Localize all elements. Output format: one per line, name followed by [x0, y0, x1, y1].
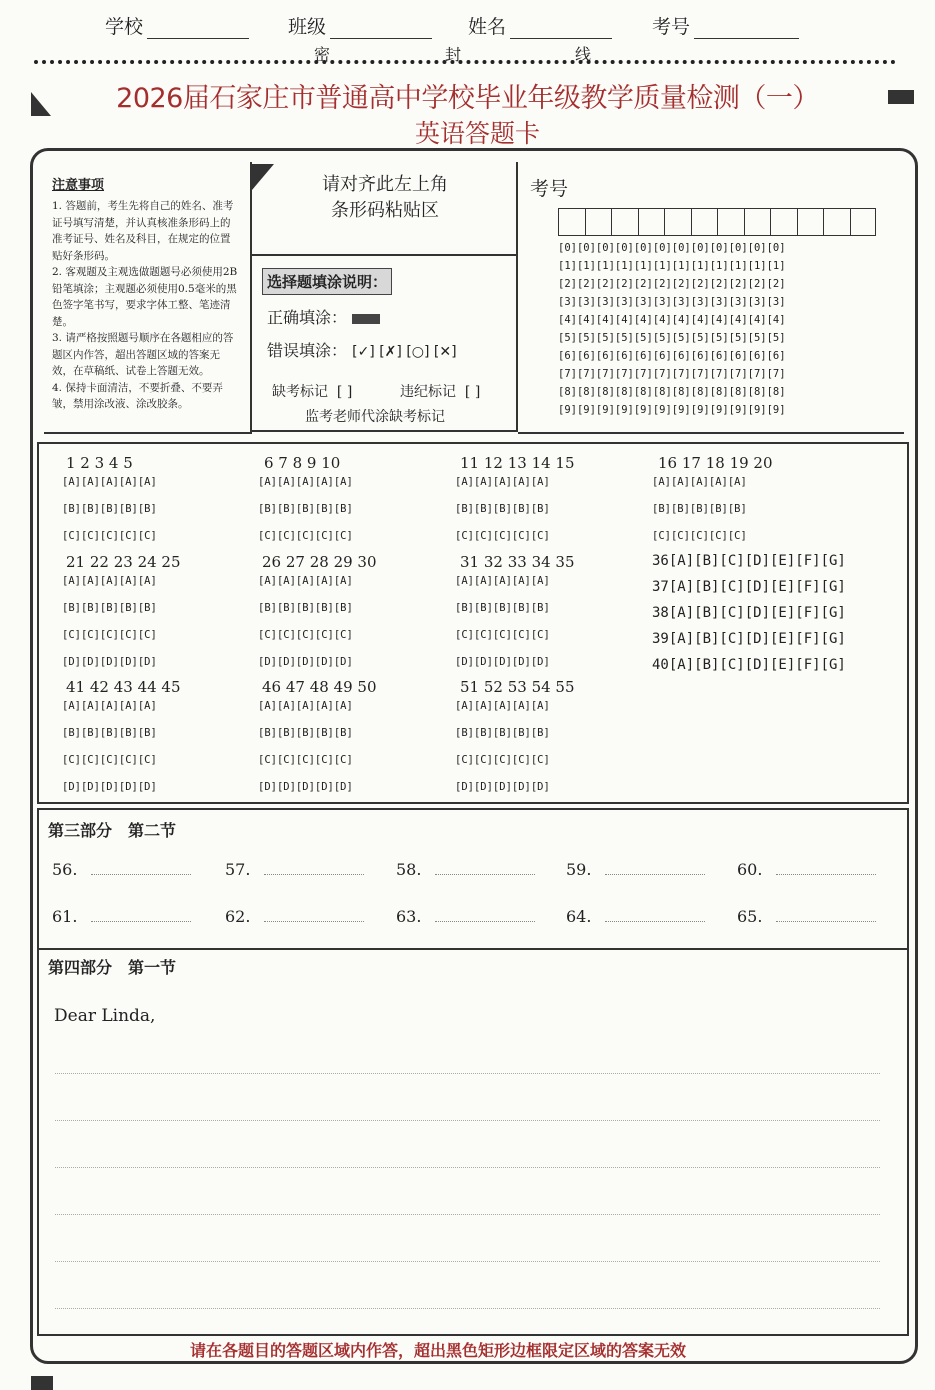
fill-guide-title: 选择题填涂说明： — [262, 268, 392, 295]
blank-59[interactable]: 59. — [566, 860, 705, 879]
notice-item: 3. 请严格按照题号顺序在各题相应的答题区内作答，超出答题区域的答案无效，在草稿纸、试卷上答题无效。 — [52, 332, 234, 377]
seven-option-row[interactable]: 37[A][B][C][D][E][F][G] — [652, 579, 846, 595]
absent-mark[interactable]: 缺考标记 [ ] — [272, 384, 353, 400]
option-row[interactable]: [C][C][C][C][C] — [62, 629, 157, 641]
option-row[interactable]: [D][D][D][D][D] — [62, 781, 157, 793]
blank-58[interactable]: 58. — [396, 860, 535, 879]
blank-61[interactable]: 61. — [52, 907, 191, 926]
multiple-choice-section — [37, 442, 909, 804]
writing-line[interactable] — [55, 1120, 880, 1121]
blank-57[interactable]: 57. — [225, 860, 364, 879]
id-digit-row[interactable]: [7][7][7][7][7][7][7][7][7][7][7][7] — [558, 368, 786, 380]
question-numbers: 46 47 48 49 50 — [262, 678, 377, 696]
question-numbers: 6 7 8 9 10 — [264, 454, 341, 472]
writing-line[interactable] — [55, 1261, 880, 1262]
option-row[interactable]: [B][B][B][B][B] — [455, 602, 550, 614]
option-row[interactable]: [D][D][D][D][D] — [62, 656, 157, 668]
writing-line[interactable] — [55, 1308, 880, 1309]
id-digit-row[interactable]: [9][9][9][9][9][9][9][9][9][9][9][9] — [558, 404, 786, 416]
notice-title: 注意事项 — [52, 178, 105, 193]
correct-fill-row: 正确填涂： — [267, 305, 380, 328]
footer-warning: 请在各题目的答题区域内作答，超出黑色矩形边框限定区域的答案无效 — [190, 1341, 687, 1360]
option-row[interactable]: [A][A][A][A][A] — [258, 700, 353, 712]
option-row[interactable]: [C][C][C][C][C] — [62, 530, 157, 542]
seven-option-row[interactable]: 36[A][B][C][D][E][F][G] — [652, 553, 846, 569]
blank-60[interactable]: 60. — [737, 860, 876, 879]
wrong-fill-samples: [✓] [✗] [○] [✕] — [352, 344, 457, 360]
seven-option-row[interactable]: 39[A][B][C][D][E][F][G] — [652, 631, 846, 647]
notice-item: 1. 答题前，考生先将自己的姓名、准考证号填写清楚，并认真核准条形码上的准考证号、姓名及科目，在规定的位置贴好条形码。 — [52, 200, 234, 262]
option-row[interactable]: [D][D][D][D][D] — [258, 656, 353, 668]
id-digit-row[interactable]: [2][2][2][2][2][2][2][2][2][2][2][2] — [558, 278, 786, 290]
option-row[interactable]: [D][D][D][D][D] — [455, 781, 550, 793]
question-numbers: 31 32 33 34 35 — [460, 553, 575, 571]
alignment-mark-bottom — [31, 1376, 53, 1390]
option-row[interactable]: [B][B][B][B][B] — [62, 727, 157, 739]
notice-item: 2. 客观题及主观选做题题号必须使用2B铅笔填涂；主观题必须使用0.5毫米的黑色签字笔书写，要求字体工整、笔迹清楚。 — [52, 266, 238, 328]
school-field[interactable]: 学校 — [105, 12, 249, 39]
notice-item: 4. 保持卡面清洁，不要折叠、不要弄皱，禁用涂改液、涂改胶条。 — [52, 381, 223, 410]
writing-line[interactable] — [55, 1167, 880, 1168]
id-digit-row[interactable]: [0][0][0][0][0][0][0][0][0][0][0][0] — [558, 242, 786, 254]
question-numbers: 21 22 23 24 25 — [66, 553, 181, 571]
id-digit-row[interactable]: [8][8][8][8][8][8][8][8][8][8][8][8] — [558, 386, 786, 398]
option-row[interactable]: [A][A][A][A][A] — [455, 700, 550, 712]
blank-63[interactable]: 63. — [396, 907, 535, 926]
notice-list — [52, 198, 238, 413]
question-numbers: 16 17 18 19 20 — [658, 454, 773, 472]
option-row[interactable]: [D][D][D][D][D] — [258, 781, 353, 793]
name-field[interactable]: 姓名 — [468, 12, 612, 39]
seal-char-mi: 密 — [314, 45, 331, 64]
absent-mark-box: [ ] — [336, 384, 353, 400]
option-row[interactable]: [B][B][B][B][B] — [258, 503, 353, 515]
exam-id-boxes[interactable] — [558, 208, 876, 236]
option-row[interactable]: [A][A][A][A][A] — [258, 476, 353, 488]
option-row[interactable]: [B][B][B][B][B] — [652, 503, 747, 515]
option-row[interactable]: [B][B][B][B][B] — [455, 727, 550, 739]
option-row[interactable]: [D][D][D][D][D] — [455, 656, 550, 668]
question-numbers: 26 27 28 29 30 — [262, 553, 377, 571]
option-row[interactable]: [C][C][C][C][C] — [455, 754, 550, 766]
proctor-note: 监考老师代涂缺考标记 — [305, 409, 445, 425]
id-digit-row[interactable]: [1][1][1][1][1][1][1][1][1][1][1][1] — [558, 260, 786, 272]
option-row[interactable]: [A][A][A][A][A] — [455, 476, 550, 488]
seal-char-feng: 封 — [445, 45, 462, 64]
option-row[interactable]: [B][B][B][B][B] — [62, 503, 157, 515]
blank-65[interactable]: 65. — [737, 907, 876, 926]
blank-62[interactable]: 62. — [225, 907, 364, 926]
class-field[interactable]: 班级 — [288, 12, 432, 39]
part3-title: 第三部分 第二节 — [48, 821, 177, 840]
option-row[interactable]: [A][A][A][A][A] — [258, 575, 353, 587]
question-numbers: 41 42 43 44 45 — [66, 678, 181, 696]
id-digit-row[interactable]: [4][4][4][4][4][4][4][4][4][4][4][4] — [558, 314, 786, 326]
seal-char-xian: 线 — [575, 45, 592, 64]
exam-number-field[interactable]: 考号 — [652, 12, 799, 39]
option-row[interactable]: [B][B][B][B][B] — [455, 503, 550, 515]
option-row[interactable]: [C][C][C][C][C] — [62, 754, 157, 766]
option-row[interactable]: [A][A][A][A][A] — [62, 700, 157, 712]
writing-line[interactable] — [55, 1073, 880, 1074]
exam-id-label: 考号 — [530, 178, 569, 200]
id-digit-row[interactable]: [5][5][5][5][5][5][5][5][5][5][5][5] — [558, 332, 786, 344]
seal-line — [34, 60, 896, 64]
barcode-instructions: 请对齐此左上角 条形码粘贴区 — [322, 174, 448, 221]
correct-fill-sample-icon — [352, 314, 380, 324]
option-row[interactable]: [A][A][A][A][A] — [652, 476, 747, 488]
option-row[interactable]: [B][B][B][B][B] — [258, 727, 353, 739]
seven-option-row[interactable]: 38[A][B][C][D][E][F][G] — [652, 605, 846, 621]
violation-mark-box: [ ] — [464, 384, 481, 400]
answer-sheet-title: 英语答题卡 — [414, 119, 540, 148]
option-row[interactable]: [B][B][B][B][B] — [62, 602, 157, 614]
blank-56[interactable]: 56. — [52, 860, 191, 879]
violation-mark[interactable]: 违纪标记 [ ] — [400, 384, 481, 400]
student-info-header — [0, 12, 935, 42]
option-row[interactable]: [C][C][C][C][C] — [258, 530, 353, 542]
option-row[interactable]: [A][A][A][A][A] — [62, 476, 157, 488]
part4-title: 第四部分 第一节 — [48, 958, 177, 977]
exam-title: 2026届石家庄市普通高中学校毕业年级教学质量检测（一） — [116, 83, 819, 114]
question-numbers: 51 52 53 54 55 — [460, 678, 575, 696]
letter-salutation: Dear Linda, — [54, 1006, 156, 1026]
option-row[interactable]: [C][C][C][C][C] — [258, 754, 353, 766]
question-numbers: 11 12 13 14 15 — [460, 454, 575, 472]
part4-section — [37, 946, 909, 1336]
id-digit-row[interactable]: [3][3][3][3][3][3][3][3][3][3][3][3] — [558, 296, 786, 308]
option-row[interactable]: [B][B][B][B][B] — [258, 602, 353, 614]
blank-64[interactable]: 64. — [566, 907, 705, 926]
wrong-fill-row: 错误填涂： [✓] [✗] [○] [✕] — [267, 341, 457, 360]
option-row[interactable]: [C][C][C][C][C] — [455, 629, 550, 641]
question-numbers: 1 2 3 4 5 — [66, 454, 133, 472]
writing-line[interactable] — [55, 1214, 880, 1215]
option-row[interactable]: [C][C][C][C][C] — [455, 530, 550, 542]
id-digit-row[interactable]: [6][6][6][6][6][6][6][6][6][6][6][6] — [558, 350, 786, 362]
option-row[interactable]: [A][A][A][A][A] — [62, 575, 157, 587]
seven-option-row[interactable]: 40[A][B][C][D][E][F][G] — [652, 657, 846, 673]
option-row[interactable]: [C][C][C][C][C] — [652, 530, 747, 542]
option-row[interactable]: [A][A][A][A][A] — [455, 575, 550, 587]
option-row[interactable]: [C][C][C][C][C] — [258, 629, 353, 641]
